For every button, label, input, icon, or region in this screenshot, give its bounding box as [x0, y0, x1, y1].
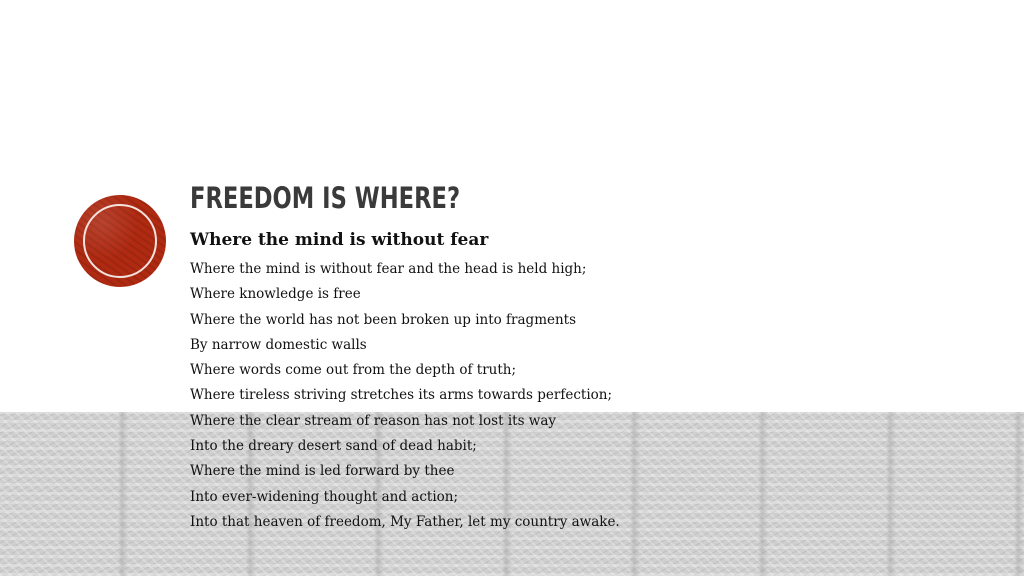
poem-line: Where the clear stream of reason has not lost its way [190, 412, 557, 429]
poem-line: Where tireless striving stretches its arms towards perfection; [190, 387, 613, 404]
red-circle-badge-icon [74, 195, 166, 287]
poem-line: Where knowledge is free [190, 286, 361, 303]
poem-line: Into the dreary desert sand of dead habit; [190, 438, 477, 455]
slide-title: FREEDOM IS WHERE? [190, 181, 461, 215]
poem-line: Where the mind is led forward by thee [190, 463, 455, 480]
poem-lines [190, 259, 620, 537]
poem-line: Into that heaven of freedom, My Father, let my country awake. [190, 513, 620, 530]
poem-line: Into ever-widening thought and action; [190, 488, 459, 505]
poem-line: Where words come out from the depth of truth; [190, 362, 517, 379]
poem-line: By narrow domestic walls [190, 336, 367, 353]
poem-line: Where the mind is without fear and the head is held high; [190, 261, 587, 277]
poem-heading: Where the mind is without fear [190, 230, 489, 250]
badge-ring [83, 204, 157, 278]
poem-line: Where the world has not been broken up into fragments [190, 311, 577, 328]
